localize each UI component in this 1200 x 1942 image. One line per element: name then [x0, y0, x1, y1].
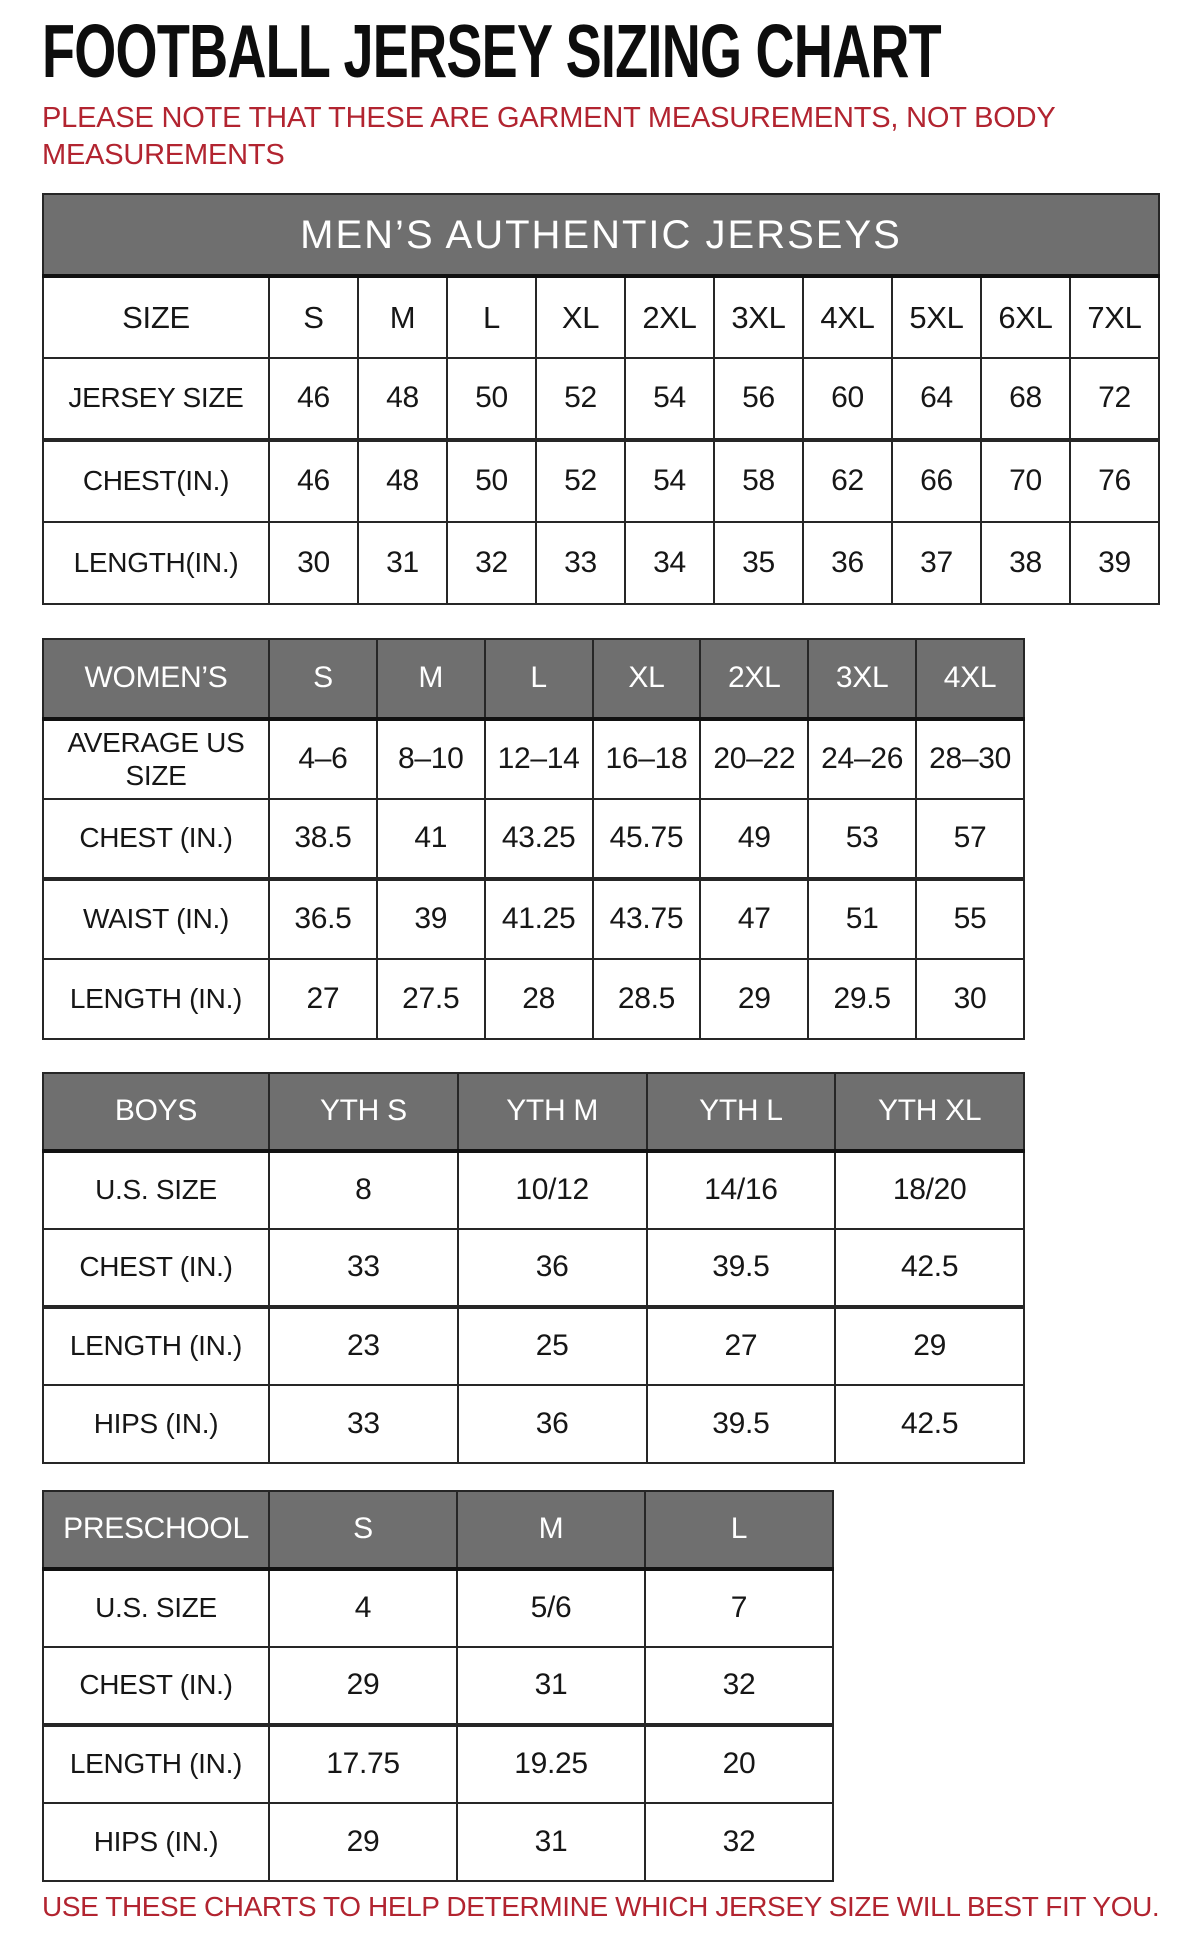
- preschool-row-2: [43, 1647, 833, 1725]
- womens-header-cell: 4XL: [916, 639, 1024, 719]
- womens-value-cell: 29: [700, 959, 808, 1039]
- womens-value-cell: 24–26: [808, 719, 916, 799]
- mens-value-cell: 30: [269, 522, 358, 604]
- boys-row-label: CHEST (IN.): [43, 1229, 269, 1307]
- womens-value-cell: 53: [808, 799, 916, 879]
- preschool-row-label: CHEST (IN.): [43, 1647, 269, 1725]
- womens-value-cell: 20–22: [700, 719, 808, 799]
- preschool-value-cell: 4: [269, 1569, 457, 1647]
- mens-header-cell: S: [269, 276, 358, 358]
- womens-value-cell: 4–6: [269, 719, 377, 799]
- boys-header-cell: YTH S: [269, 1073, 458, 1151]
- mens-value-cell: 35: [714, 522, 803, 604]
- boys-header-cell: YTH XL: [835, 1073, 1024, 1151]
- womens-sizing-table: [42, 638, 1025, 1040]
- preschool-value-cell: 5/6: [457, 1569, 645, 1647]
- preschool-header-cell: M: [457, 1491, 645, 1569]
- womens-row-2: [43, 799, 1024, 879]
- boys-row-label: U.S. SIZE: [43, 1151, 269, 1229]
- mens-value-cell: 66: [892, 440, 981, 522]
- preschool-value-cell: 31: [457, 1647, 645, 1725]
- womens-row-4: [43, 959, 1024, 1039]
- womens-value-cell: 41: [377, 799, 485, 879]
- boys-value-cell: 18/20: [835, 1151, 1024, 1229]
- mens-value-cell: 58: [714, 440, 803, 522]
- boys-value-cell: 14/16: [647, 1151, 836, 1229]
- womens-row-0: [43, 639, 1024, 719]
- preschool-row-label: U.S. SIZE: [43, 1569, 269, 1647]
- mens-row-4: [43, 522, 1159, 604]
- boys-header-cell: YTH M: [458, 1073, 647, 1151]
- footer-note: USE THESE CHARTS TO HELP DETERMINE WHICH JERSEY SIZE WILL BEST FIT YOU.: [42, 1891, 1160, 1922]
- mens-header-cell: 3XL: [714, 276, 803, 358]
- womens-value-cell: 8–10: [377, 719, 485, 799]
- mens-header-cell: 5XL: [892, 276, 981, 358]
- boys-value-cell: 42.5: [835, 1229, 1024, 1307]
- womens-header-cell: L: [485, 639, 593, 719]
- preschool-row-label: HIPS (IN.): [43, 1803, 269, 1881]
- womens-value-cell: 28: [485, 959, 593, 1039]
- womens-value-cell: 29.5: [808, 959, 916, 1039]
- mens-value-cell: 76: [1070, 440, 1159, 522]
- preschool-header-cell: L: [645, 1491, 833, 1569]
- womens-value-cell: 16–18: [593, 719, 701, 799]
- note-line-1: PLEASE NOTE THAT THESE ARE GARMENT MEASUREMENTS, NOT BODY: [42, 102, 1056, 134]
- mens-value-cell: 31: [358, 522, 447, 604]
- boys-value-cell: 29: [835, 1307, 1024, 1385]
- womens-row-label: CHEST (IN.): [43, 799, 269, 879]
- womens-row-label: AVERAGE US SIZE: [43, 719, 269, 799]
- womens-value-cell: 36.5: [269, 879, 377, 959]
- mens-value-cell: 52: [536, 358, 625, 440]
- boys-value-cell: 36: [458, 1385, 647, 1463]
- boys-row-3: [43, 1307, 1024, 1385]
- boys-value-cell: 39.5: [647, 1385, 836, 1463]
- mens-row-2: [43, 358, 1159, 440]
- womens-value-cell: 27: [269, 959, 377, 1039]
- womens-value-cell: 41.25: [485, 879, 593, 959]
- mens-value-cell: 56: [714, 358, 803, 440]
- preschool-value-cell: 20: [645, 1725, 833, 1803]
- womens-row-1: [43, 719, 1024, 799]
- womens-value-cell: 30: [916, 959, 1024, 1039]
- mens-row-label: LENGTH(IN.): [43, 522, 269, 604]
- womens-header-cell: WOMEN’S: [43, 639, 269, 719]
- boys-value-cell: 25: [458, 1307, 647, 1385]
- mens-value-cell: 72: [1070, 358, 1159, 440]
- boys-header-cell: BOYS: [43, 1073, 269, 1151]
- boys-value-cell: 42.5: [835, 1385, 1024, 1463]
- boys-value-cell: 8: [269, 1151, 458, 1229]
- mens-value-cell: 70: [981, 440, 1070, 522]
- mens-value-cell: 64: [892, 358, 981, 440]
- mens-value-cell: 32: [447, 522, 536, 604]
- mens-row-label: CHEST(IN.): [43, 440, 269, 522]
- mens-row-3: [43, 440, 1159, 522]
- mens-header-cell: 4XL: [803, 276, 892, 358]
- mens-value-cell: 50: [447, 440, 536, 522]
- page-title: FOOTBALL JERSEY SIZING CHART: [42, 9, 941, 93]
- womens-header-cell: S: [269, 639, 377, 719]
- womens-value-cell: 47: [700, 879, 808, 959]
- mens-header-cell: SIZE: [43, 276, 269, 358]
- boys-row-2: [43, 1229, 1024, 1307]
- mens-value-cell: 60: [803, 358, 892, 440]
- mens-header-cell: XL: [536, 276, 625, 358]
- boys-row-label: HIPS (IN.): [43, 1385, 269, 1463]
- womens-header-cell: 3XL: [808, 639, 916, 719]
- womens-value-cell: 51: [808, 879, 916, 959]
- mens-row-1: [43, 276, 1159, 358]
- womens-value-cell: 43.75: [593, 879, 701, 959]
- womens-value-cell: 28.5: [593, 959, 701, 1039]
- boys-value-cell: 10/12: [458, 1151, 647, 1229]
- preschool-row-label: LENGTH (IN.): [43, 1725, 269, 1803]
- boys-value-cell: 33: [269, 1229, 458, 1307]
- boys-value-cell: 33: [269, 1385, 458, 1463]
- womens-row-3: [43, 879, 1024, 959]
- mens-value-cell: 46: [269, 358, 358, 440]
- mens-value-cell: 48: [358, 440, 447, 522]
- mens-value-cell: 68: [981, 358, 1070, 440]
- note-line-2: MEASUREMENTS: [42, 139, 285, 171]
- boys-sizing-table: [42, 1072, 1025, 1464]
- mens-value-cell: 54: [625, 440, 714, 522]
- womens-value-cell: 55: [916, 879, 1024, 959]
- womens-value-cell: 27.5: [377, 959, 485, 1039]
- preschool-value-cell: 7: [645, 1569, 833, 1647]
- preschool-value-cell: 19.25: [457, 1725, 645, 1803]
- preschool-header-cell: PRESCHOOL: [43, 1491, 269, 1569]
- mens-value-cell: 46: [269, 440, 358, 522]
- preschool-row-4: [43, 1803, 833, 1881]
- mens-value-cell: 34: [625, 522, 714, 604]
- preschool-value-cell: 29: [269, 1647, 457, 1725]
- mens-value-cell: 39: [1070, 522, 1159, 604]
- preschool-value-cell: 32: [645, 1647, 833, 1725]
- boys-row-label: LENGTH (IN.): [43, 1307, 269, 1385]
- womens-header-cell: M: [377, 639, 485, 719]
- boys-row-0: [43, 1073, 1024, 1151]
- preschool-value-cell: 29: [269, 1803, 457, 1881]
- womens-row-label: LENGTH (IN.): [43, 959, 269, 1039]
- mens-banner-title: MEN’S AUTHENTIC JERSEYS: [43, 194, 1159, 276]
- womens-value-cell: 57: [916, 799, 1024, 879]
- mens-row-label: JERSEY SIZE: [43, 358, 269, 440]
- mens-value-cell: 48: [358, 358, 447, 440]
- mens-header-cell: L: [447, 276, 536, 358]
- boys-value-cell: 27: [647, 1307, 836, 1385]
- mens-value-cell: 62: [803, 440, 892, 522]
- mens-value-cell: 37: [892, 522, 981, 604]
- boys-value-cell: 23: [269, 1307, 458, 1385]
- mens-header-cell: 6XL: [981, 276, 1070, 358]
- mens-header-cell: M: [358, 276, 447, 358]
- mens-value-cell: 38: [981, 522, 1070, 604]
- preschool-value-cell: 31: [457, 1803, 645, 1881]
- womens-header-cell: XL: [593, 639, 701, 719]
- boys-value-cell: 36: [458, 1229, 647, 1307]
- preschool-value-cell: 32: [645, 1803, 833, 1881]
- womens-value-cell: 12–14: [485, 719, 593, 799]
- womens-value-cell: 39: [377, 879, 485, 959]
- mens-row-0: [43, 194, 1159, 276]
- womens-value-cell: 45.75: [593, 799, 701, 879]
- mens-value-cell: 52: [536, 440, 625, 522]
- mens-value-cell: 33: [536, 522, 625, 604]
- mens-header-cell: 7XL: [1070, 276, 1159, 358]
- mens-value-cell: 36: [803, 522, 892, 604]
- mens-value-cell: 50: [447, 358, 536, 440]
- preschool-header-cell: S: [269, 1491, 457, 1569]
- boys-row-4: [43, 1385, 1024, 1463]
- preschool-row-1: [43, 1569, 833, 1647]
- preschool-row-3: [43, 1725, 833, 1803]
- womens-value-cell: 49: [700, 799, 808, 879]
- boys-value-cell: 39.5: [647, 1229, 836, 1307]
- mens-value-cell: 54: [625, 358, 714, 440]
- womens-value-cell: 38.5: [269, 799, 377, 879]
- womens-header-cell: 2XL: [700, 639, 808, 719]
- preschool-value-cell: 17.75: [269, 1725, 457, 1803]
- mens-authentic-jerseys-table: [42, 193, 1160, 605]
- preschool-sizing-table: [42, 1490, 834, 1882]
- boys-row-1: [43, 1151, 1024, 1229]
- garment-measurements-note: [42, 100, 1055, 174]
- womens-value-cell: 28–30: [916, 719, 1024, 799]
- womens-value-cell: 43.25: [485, 799, 593, 879]
- preschool-row-0: [43, 1491, 833, 1569]
- boys-header-cell: YTH L: [647, 1073, 836, 1151]
- mens-header-cell: 2XL: [625, 276, 714, 358]
- womens-row-label: WAIST (IN.): [43, 879, 269, 959]
